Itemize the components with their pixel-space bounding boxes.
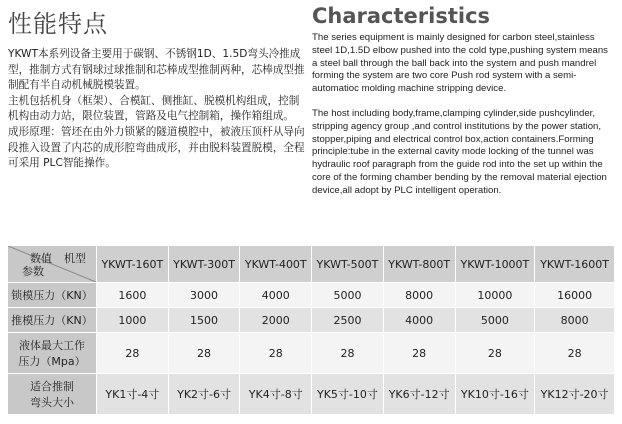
table-row bbox=[8, 333, 614, 373]
english-title: Characteristics bbox=[312, 4, 491, 28]
table-cell: 4000 bbox=[384, 308, 455, 332]
table-cell: 28 bbox=[384, 333, 455, 373]
english-paragraph-1: The series equipment is mainly designed for carbon steel,stainless steel 1D,1.5D elbow pushed into the cold type,pushing system means a steel ball through the ball back into the system and push mandrel forming the system are two core Push rod system with a semi-automatioc molding machine stripping device. bbox=[312, 32, 608, 95]
row-label-line: 弯头大小 bbox=[30, 396, 74, 409]
model-header: YKWT-400T bbox=[240, 246, 311, 282]
row-label bbox=[8, 374, 96, 414]
chinese-body bbox=[8, 47, 306, 172]
row-label-line: 适合推制 bbox=[30, 380, 74, 393]
chinese-title: 性能特点 bbox=[8, 10, 108, 38]
table-cell: 10000 bbox=[456, 283, 535, 307]
table-cell: 2000 bbox=[240, 308, 311, 332]
table-cell: 4000 bbox=[240, 283, 311, 307]
row-label: 锁模压力（KN） bbox=[8, 283, 96, 307]
row-label-line: 压力（Mpa） bbox=[18, 355, 86, 368]
row-label: 推模压力（KN） bbox=[8, 308, 96, 332]
header-corner-cell bbox=[8, 246, 96, 282]
header-param-label: 参数 bbox=[22, 265, 44, 278]
english-section bbox=[312, 4, 614, 210]
table-cell: 5000 bbox=[456, 308, 535, 332]
chinese-paragraph-1: YKWT本系列设备主要用于碳钢、不锈钢1D、1.5D弯头冷推成型，推制方式有钢球过球推制和芯棒成型推制两种，芯棒成型推制配有半自动机械脱模装置。 bbox=[8, 48, 305, 92]
english-body bbox=[312, 32, 614, 198]
table-cell: YK1寸-4寸 bbox=[97, 374, 168, 414]
table-cell: 28 bbox=[169, 333, 240, 373]
model-header: YKWT-300T bbox=[169, 246, 240, 282]
row-label-line: 液体最大工作 bbox=[19, 339, 85, 352]
row-label bbox=[8, 333, 96, 373]
english-paragraph-2: The host including body,frame,clamping cylinder,side pushcylinder, stripping agency group ,and control institutions by the power station, stopper,piping and electrical control box,action containers.Forming principle:tube in the external cavity mode locking of the tunnel was hydraulic roof paragraph from the guide rod into the set up within the core of the forming chamber bending by the removal material ejection device,all adopt by PLC intelligent operation. bbox=[312, 107, 607, 196]
header-model-label: 机型 bbox=[64, 252, 86, 265]
table-header-row bbox=[8, 246, 614, 282]
table-cell: 1500 bbox=[169, 308, 240, 332]
table-cell: 28 bbox=[97, 333, 168, 373]
table-row bbox=[8, 283, 614, 307]
table-cell: YK4寸-8寸 bbox=[240, 374, 311, 414]
model-header: YKWT-1000T bbox=[456, 246, 535, 282]
chinese-paragraph-3: 成形原理：管坯在由外力锁紧的隧道模腔中，被液压顶杆从导向段推入设置了内芯的成形腔弯曲成形，并由脱料装置脱模，全程可采用 PLC智能操作。 bbox=[8, 125, 305, 170]
table-row bbox=[8, 308, 614, 332]
table-cell: YK5寸-10寸 bbox=[312, 374, 383, 414]
table-cell: 2500 bbox=[312, 308, 383, 332]
model-header: YKWT-500T bbox=[312, 246, 383, 282]
table-cell: 28 bbox=[535, 333, 614, 373]
header-value-label: 数值 bbox=[30, 252, 52, 265]
table-cell: 5000 bbox=[312, 283, 383, 307]
specification-table bbox=[7, 245, 615, 415]
table-cell: 3000 bbox=[169, 283, 240, 307]
table-cell: YK10寸-16寸 bbox=[456, 374, 535, 414]
table-cell: YK12寸-20寸 bbox=[535, 374, 614, 414]
table-cell: YK6寸-12寸 bbox=[384, 374, 455, 414]
model-header: YKWT-800T bbox=[384, 246, 455, 282]
table-row bbox=[8, 374, 614, 414]
table-cell: 28 bbox=[456, 333, 535, 373]
table-cell: 1600 bbox=[97, 283, 168, 307]
table-cell: 8000 bbox=[535, 308, 614, 332]
table-cell: 28 bbox=[240, 333, 311, 373]
chinese-paragraph-2: 主机包括机身（框架）、合模缸、侧推缸、脱模机构组成，控制机构由动力站，限位装置，管路及电气控制箱，操作箱组成。 bbox=[8, 94, 300, 123]
chinese-section bbox=[8, 4, 306, 172]
table-cell: 28 bbox=[312, 333, 383, 373]
table-cell: YK2寸-6寸 bbox=[169, 374, 240, 414]
table-cell: 16000 bbox=[535, 283, 614, 307]
model-header: YKWT-160T bbox=[97, 246, 168, 282]
model-header: YKWT-1600T bbox=[535, 246, 614, 282]
table-cell: 1000 bbox=[97, 308, 168, 332]
table-cell: 8000 bbox=[384, 283, 455, 307]
